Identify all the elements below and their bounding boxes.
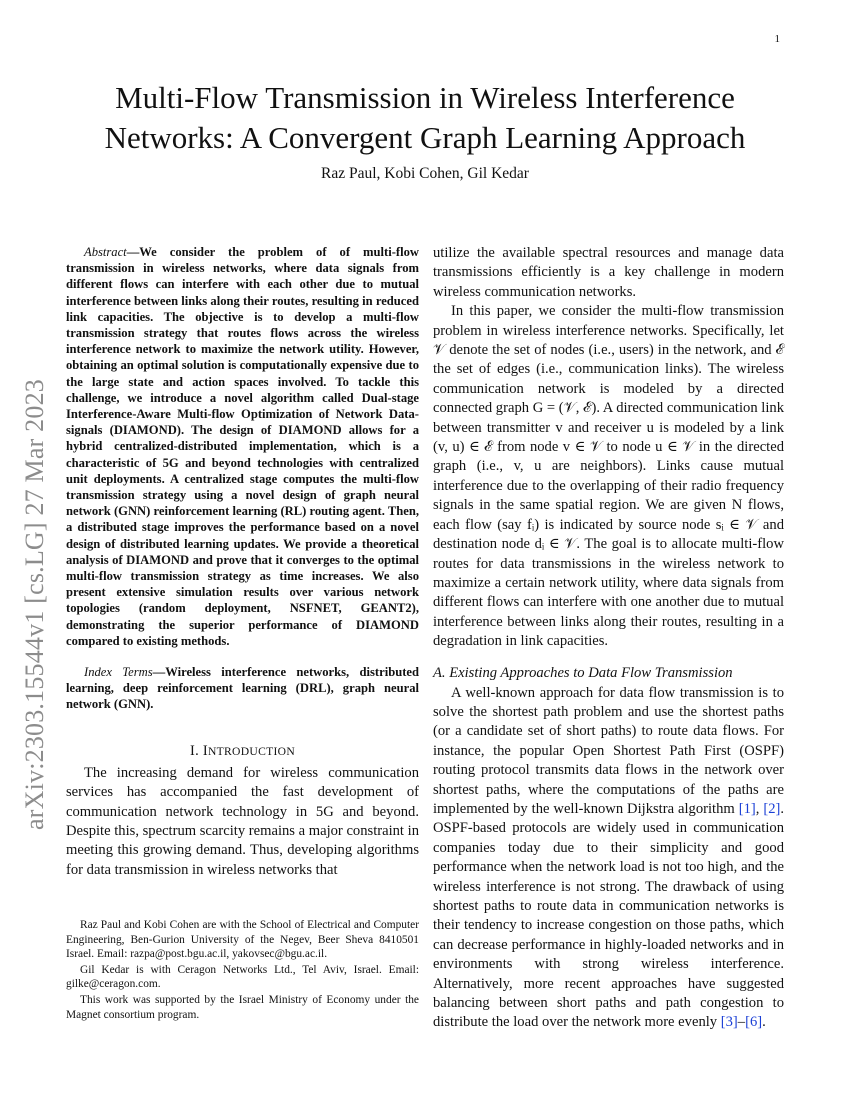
subsection-heading: A. Existing Approaches to Data Flow Transmission — [433, 664, 733, 681]
paragraph-text: A well-known approach for data flow transmission is to solve the shortest path problem and use the shortest paths (or a candidate set of short paths) to route data flows. For instance, the popular Open Shortest Path First (OSPF) routing protocol transmits data flows in the network over shortest paths, where the computations of the paths are implemented by the well-known Dijkstra algorithm — [433, 684, 784, 817]
existing-approaches-paragraph — [433, 684, 784, 1033]
citation-link[interactable]: [1] — [738, 800, 756, 817]
section-numeral: I. I — [189, 742, 208, 759]
index-terms-text: —Wireless interference networks, distributed learning, deep reinforcement learning (DRL), graph neural network (GNN). — [66, 665, 419, 712]
right-column — [433, 244, 784, 1033]
abstract-text: —We consider the problem of of multi-flow transmission in wireless networks, where data signals from different flows can interfere with each other due to mutual interference between links along their routes, resulting in reduced link capacities. The objective is to develop a multi-flow transmission strategy that routes flows across the wireless interference network to maximize the network utility. However, obtaining an optimal solution is computationally expensive due to the large state and action spaces involved. To tackle this challenge, we introduce a novel algorithm called Dual-stage Interference-Aware Multi-flow Optimization of Network Data-signals (DIAMOND). The design of DIAMOND allows for a hybrid centralized-distributed implementation, which is a characteristic of 5G and beyond technologies with centralized unit deployments. A centralized stage computes the multi-flow transmission strategy using a novel design of graph neural network (GNN) reinforcement learning (RL) routing agent. Then, a distributed stage improves the performance based on a novel design of distributed learning updates. We provide a theoretical analysis of DIAMOND and prove that it converges to the optimal multi-flow transmission strategy as time increases. We also present extensive simulation results over various network topologies (random deployment, NSFNET, GEANT2), demonstrating the superior performance of DIAMOND compared to existing methods. — [66, 245, 419, 648]
abstract-label: Abstract — [84, 245, 127, 259]
footnote-funding: This work was supported by the Israel Ministry of Economy under the Magnet consortium program. — [66, 993, 419, 1021]
abstract — [66, 244, 419, 649]
footnotes — [66, 918, 419, 1022]
left-column — [66, 244, 419, 880]
section-title-smallcaps: NTRODUCTION — [207, 744, 295, 758]
arxiv-identifier-stamp: arXiv:2303.15544v1 [cs.LG] 27 Mar 2023 — [20, 379, 49, 830]
footnote-affiliation-bgu: Raz Paul and Kobi Cohen are with the School of Electrical and Computer Engineering, Ben-Gurion University of the Negev, Beer Sheva 8410501 Israel. Email: razpa@post.bgu.ac.il, yakovsec@bgu.ac.il. — [66, 919, 419, 961]
page-number: 1 — [774, 33, 780, 45]
citation-separator: , — [755, 800, 764, 817]
title-line-1: Multi-Flow Transmission in Wireless Interference — [115, 80, 735, 115]
author-list: Raz Paul, Kobi Cohen, Gil Kedar — [321, 165, 529, 182]
citation-link[interactable]: [2] — [763, 800, 781, 817]
intro-paragraph: The increasing demand for wireless communication services has accompanied the fast development of communication network technology in 5G and beyond. Despite this, spectrum scarcity remains a major constraint in meeting this growing demand. Thus, developing algorithms for data transmission in wireless networks that — [66, 764, 419, 878]
citation-link[interactable]: [6] — [745, 1014, 763, 1031]
section-heading-introduction — [66, 743, 419, 760]
title-line-2: Networks: A Convergent Graph Learning Approach — [104, 120, 746, 155]
citation-link[interactable]: [3] — [720, 1014, 738, 1031]
footnote-affiliation-ceragon: Gil Kedar is with Ceragon Networks Ltd., Tel Aviv, Israel. Email: gilke@ceragon.com. — [66, 963, 419, 991]
index-terms — [66, 664, 419, 713]
paragraph-text: . — [762, 1014, 766, 1031]
intro-paragraph-continued: utilize the available spectral resources and manage data transmissions efficiently is a key challenge in modern wireless communication networks. — [433, 245, 784, 300]
problem-statement-paragraph: In this paper, we consider the multi-flow transmission problem in wireless interference networks. Specifically, let 𝒱 denote the set of nodes (i.e., users) in the network, and ℰ the set of edges (i.e., communication links). The wireless communication network is modeled by a directed connected graph G = (𝒱, ℰ). A directed communication link between transmitter v and receiver u is modeled by a link (v, u) ∈ ℰ from node v ∈ 𝒱 to node u ∈ 𝒱 in the directed graph (i.e., v, u are neighbors). Links cause mutual interference due to the overlapping of their radio frequency signals in the same spatial region. We are given N flows, each flow (say fᵢ) is indicated by source node sᵢ ∈ 𝒱 and destination node dᵢ ∈ 𝒱. The goal is to allocate multi-flow routes for data transmissions in the wireless network to maximize a certain network utility, where data signals from different flows can interfere with one another due to mutual interference between links along their routes, resulting in a degradation in link capacities. — [433, 303, 784, 650]
paper-title — [60, 78, 790, 158]
index-terms-label: Index Terms — [84, 665, 153, 680]
paragraph-text: . OSPF-based protocols are widely used in communication companies today due to their simplicity and good performance when the network load is not too high, and the wireless interference is not strong. The drawback of using shortest paths to route data in communication networks is their tendency to increase congestion on those paths, which can decrease performance in highly-loaded networks and in environments with strong wireless interference. Alternatively, more recent approaches have suggested balancing between short paths and path congestion to distribute the load over the network more evenly — [433, 800, 785, 1031]
citation-separator: – — [737, 1014, 746, 1031]
